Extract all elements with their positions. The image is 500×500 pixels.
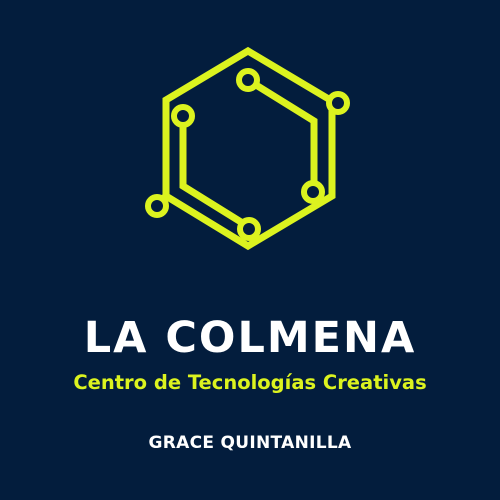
circuit-node (329, 94, 347, 112)
author-name: GRACE QUINTANILLA (148, 433, 352, 453)
circuit-node (148, 197, 166, 215)
circuit-trace-right (248, 80, 314, 190)
circuit-node (174, 107, 192, 125)
page-title: LA COLMENA (83, 313, 417, 363)
circuit-node (304, 183, 322, 201)
circuit-node (239, 71, 257, 89)
circuit-node (240, 220, 258, 238)
page-subtitle: Centro de Tecnologías Creativas (73, 371, 427, 394)
